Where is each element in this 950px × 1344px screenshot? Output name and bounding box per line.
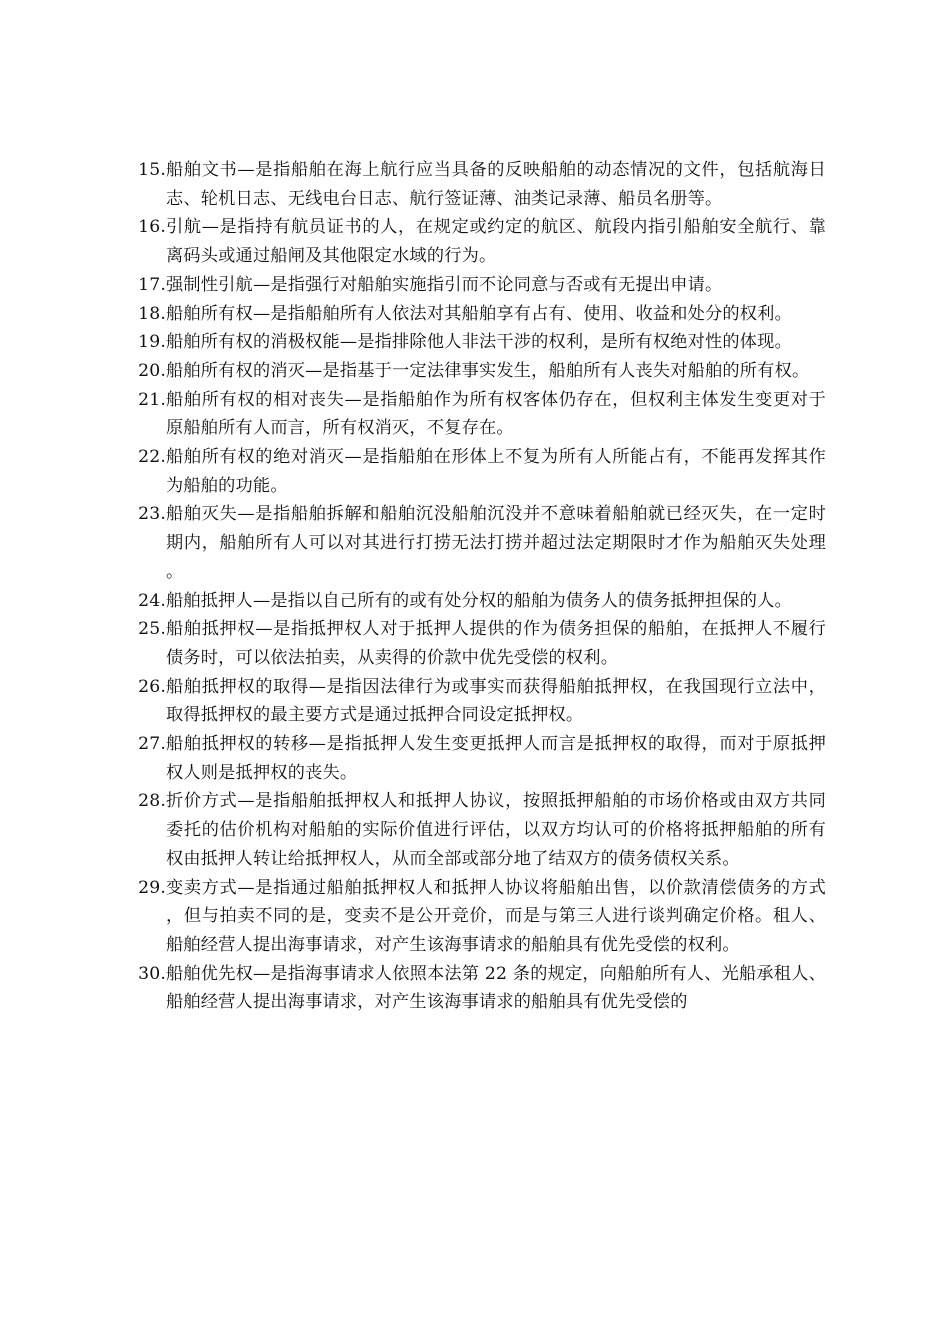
glossary-entry-28 bbox=[136, 787, 826, 873]
entry-text: 变卖方式—是指通过船舶抵押权人和抵押人协议将船舶出售，以价款清偿债务的方式，但与拍卖不同的是，变卖不是公开竞价，而是与第三人进行谈判确定价格。租人、船舶经营人提出海事请求，对产生该海事请求的船舶具有优先受偿的权利。 bbox=[166, 877, 826, 955]
entry-number: 19. bbox=[138, 332, 166, 353]
glossary-entry-19 bbox=[136, 328, 826, 357]
glossary-entry-22 bbox=[136, 443, 826, 500]
glossary-entry-27 bbox=[136, 730, 826, 787]
entry-number: 16. bbox=[138, 217, 166, 238]
entry-number: 23. bbox=[138, 504, 166, 525]
entry-text: 船舶优先权—是指海事请求人依照本法第 22 条的规定，向船舶所有人、光船承租人、船舶经营人提出海事请求，对产生该海事请求的船舶具有优先受偿的 bbox=[166, 963, 826, 1013]
entry-text: 船舶抵押权的转移—是指抵押人发生变更抵押人而言是抵押权的取得，而对于原抵押权人则是抵押权的丧失。 bbox=[166, 734, 826, 783]
entry-number: 20. bbox=[138, 360, 166, 381]
glossary-entry-26 bbox=[136, 673, 826, 730]
entry-number: 28. bbox=[138, 791, 166, 812]
glossary-entry-18 bbox=[136, 300, 826, 329]
glossary-entry-30 bbox=[136, 960, 826, 1017]
glossary-entry-23 bbox=[136, 500, 826, 586]
entry-text: 船舶抵押权—是指抵押权人对于抵押人提供的作为债务担保的船舶，在抵押人不履行债务时，可以依法拍卖，从卖得的价款中优先受偿的权利。 bbox=[166, 619, 826, 668]
glossary-entry-25 bbox=[136, 615, 826, 672]
glossary-entry-21 bbox=[136, 386, 826, 443]
entry-text: 引航—是指持有航员证书的人，在规定或约定的航区、航段内指引船舶安全航行、靠离码头或通过船闸及其他限定水域的行为。 bbox=[166, 217, 826, 267]
entry-text: 船舶所有权的消极权能—是指排除他人非法干涉的权利，是所有权绝对性的体现。 bbox=[166, 332, 792, 353]
glossary-entry-16 bbox=[136, 213, 826, 270]
entry-text: 船舶所有权的消灭—是指基于一定法律事实发生，船舶所有人丧失对船舶的所有权。 bbox=[166, 360, 810, 381]
entry-text: 船舶灭失—是指船舶拆解和船舶沉没船舶沉没并不意味着船舶就已经灭失，在一定时期内，船舶所有人可以对其进行打捞无法打捞并超过法定期限时才作为船舶灭失处理。 bbox=[166, 504, 826, 582]
glossary-entry-20 bbox=[136, 357, 826, 386]
entry-text: 强制性引航—是指强行对船舶实施指引而不论同意与否或有无提出申请。 bbox=[166, 274, 723, 295]
glossary-entry-17 bbox=[136, 271, 826, 300]
entry-text: 船舶所有权的绝对消灭—是指船舶在形体上不复为所有人所能占有，不能再发挥其作为船舶的功能。 bbox=[166, 447, 826, 496]
entry-number: 15. bbox=[138, 160, 166, 180]
entry-number: 26. bbox=[138, 676, 166, 697]
entry-number: 25. bbox=[138, 619, 166, 640]
glossary-entry-24 bbox=[136, 587, 826, 616]
entry-number: 18. bbox=[138, 303, 166, 324]
entry-text: 船舶抵押人—是指以自己所有的或有处分权的船舶为债务人的债务抵押担保的人。 bbox=[166, 590, 792, 611]
entry-number: 24. bbox=[138, 590, 166, 611]
entry-text: 折价方式—是指船舶抵押权人和抵押人协议，按照抵押船舶的市场价格或由双方共同委托的估价机构对船舶的实际价值进行评估，以双方均认可的价格将抵押船舶的所有权由抵押人转让给抵押权人，从而全部或部分地了结双方的债务债权关系。 bbox=[166, 791, 826, 869]
entry-number: 27. bbox=[138, 734, 166, 755]
entry-number: 29. bbox=[138, 877, 166, 898]
glossary-entry-29 bbox=[136, 874, 826, 960]
entry-text: 船舶所有权—是指船舶所有人依法对其船舶享有占有、使用、收益和处分的权利。 bbox=[166, 303, 792, 324]
entry-number: 21. bbox=[138, 389, 166, 410]
entry-text: 船舶所有权的相对丧失—是指船舶作为所有权客体仍存在，但权利主体发生变更对于原船舶所有人而言，所有权消灭，不复存在。 bbox=[166, 389, 826, 439]
entry-number: 30. bbox=[138, 963, 166, 984]
entry-text: 船舶抵押权的取得—是指因法律行为或事实而获得船舶抵押权，在我国现行立法中，取得抵押权的最主要方式是通过抵押合同设定抵押权。 bbox=[166, 676, 826, 726]
glossary-entry-15 bbox=[136, 156, 826, 213]
entry-text: 船舶文书—是指船舶在海上航行应当具备的反映船舶的动态情况的文件，包括航海日志、轮机日志、无线电台日志、航行签证薄、油类记录薄、船员名册等。 bbox=[166, 160, 826, 209]
entry-number: 17. bbox=[138, 274, 166, 295]
entry-number: 22. bbox=[138, 447, 166, 468]
glossary-list bbox=[136, 156, 826, 1017]
